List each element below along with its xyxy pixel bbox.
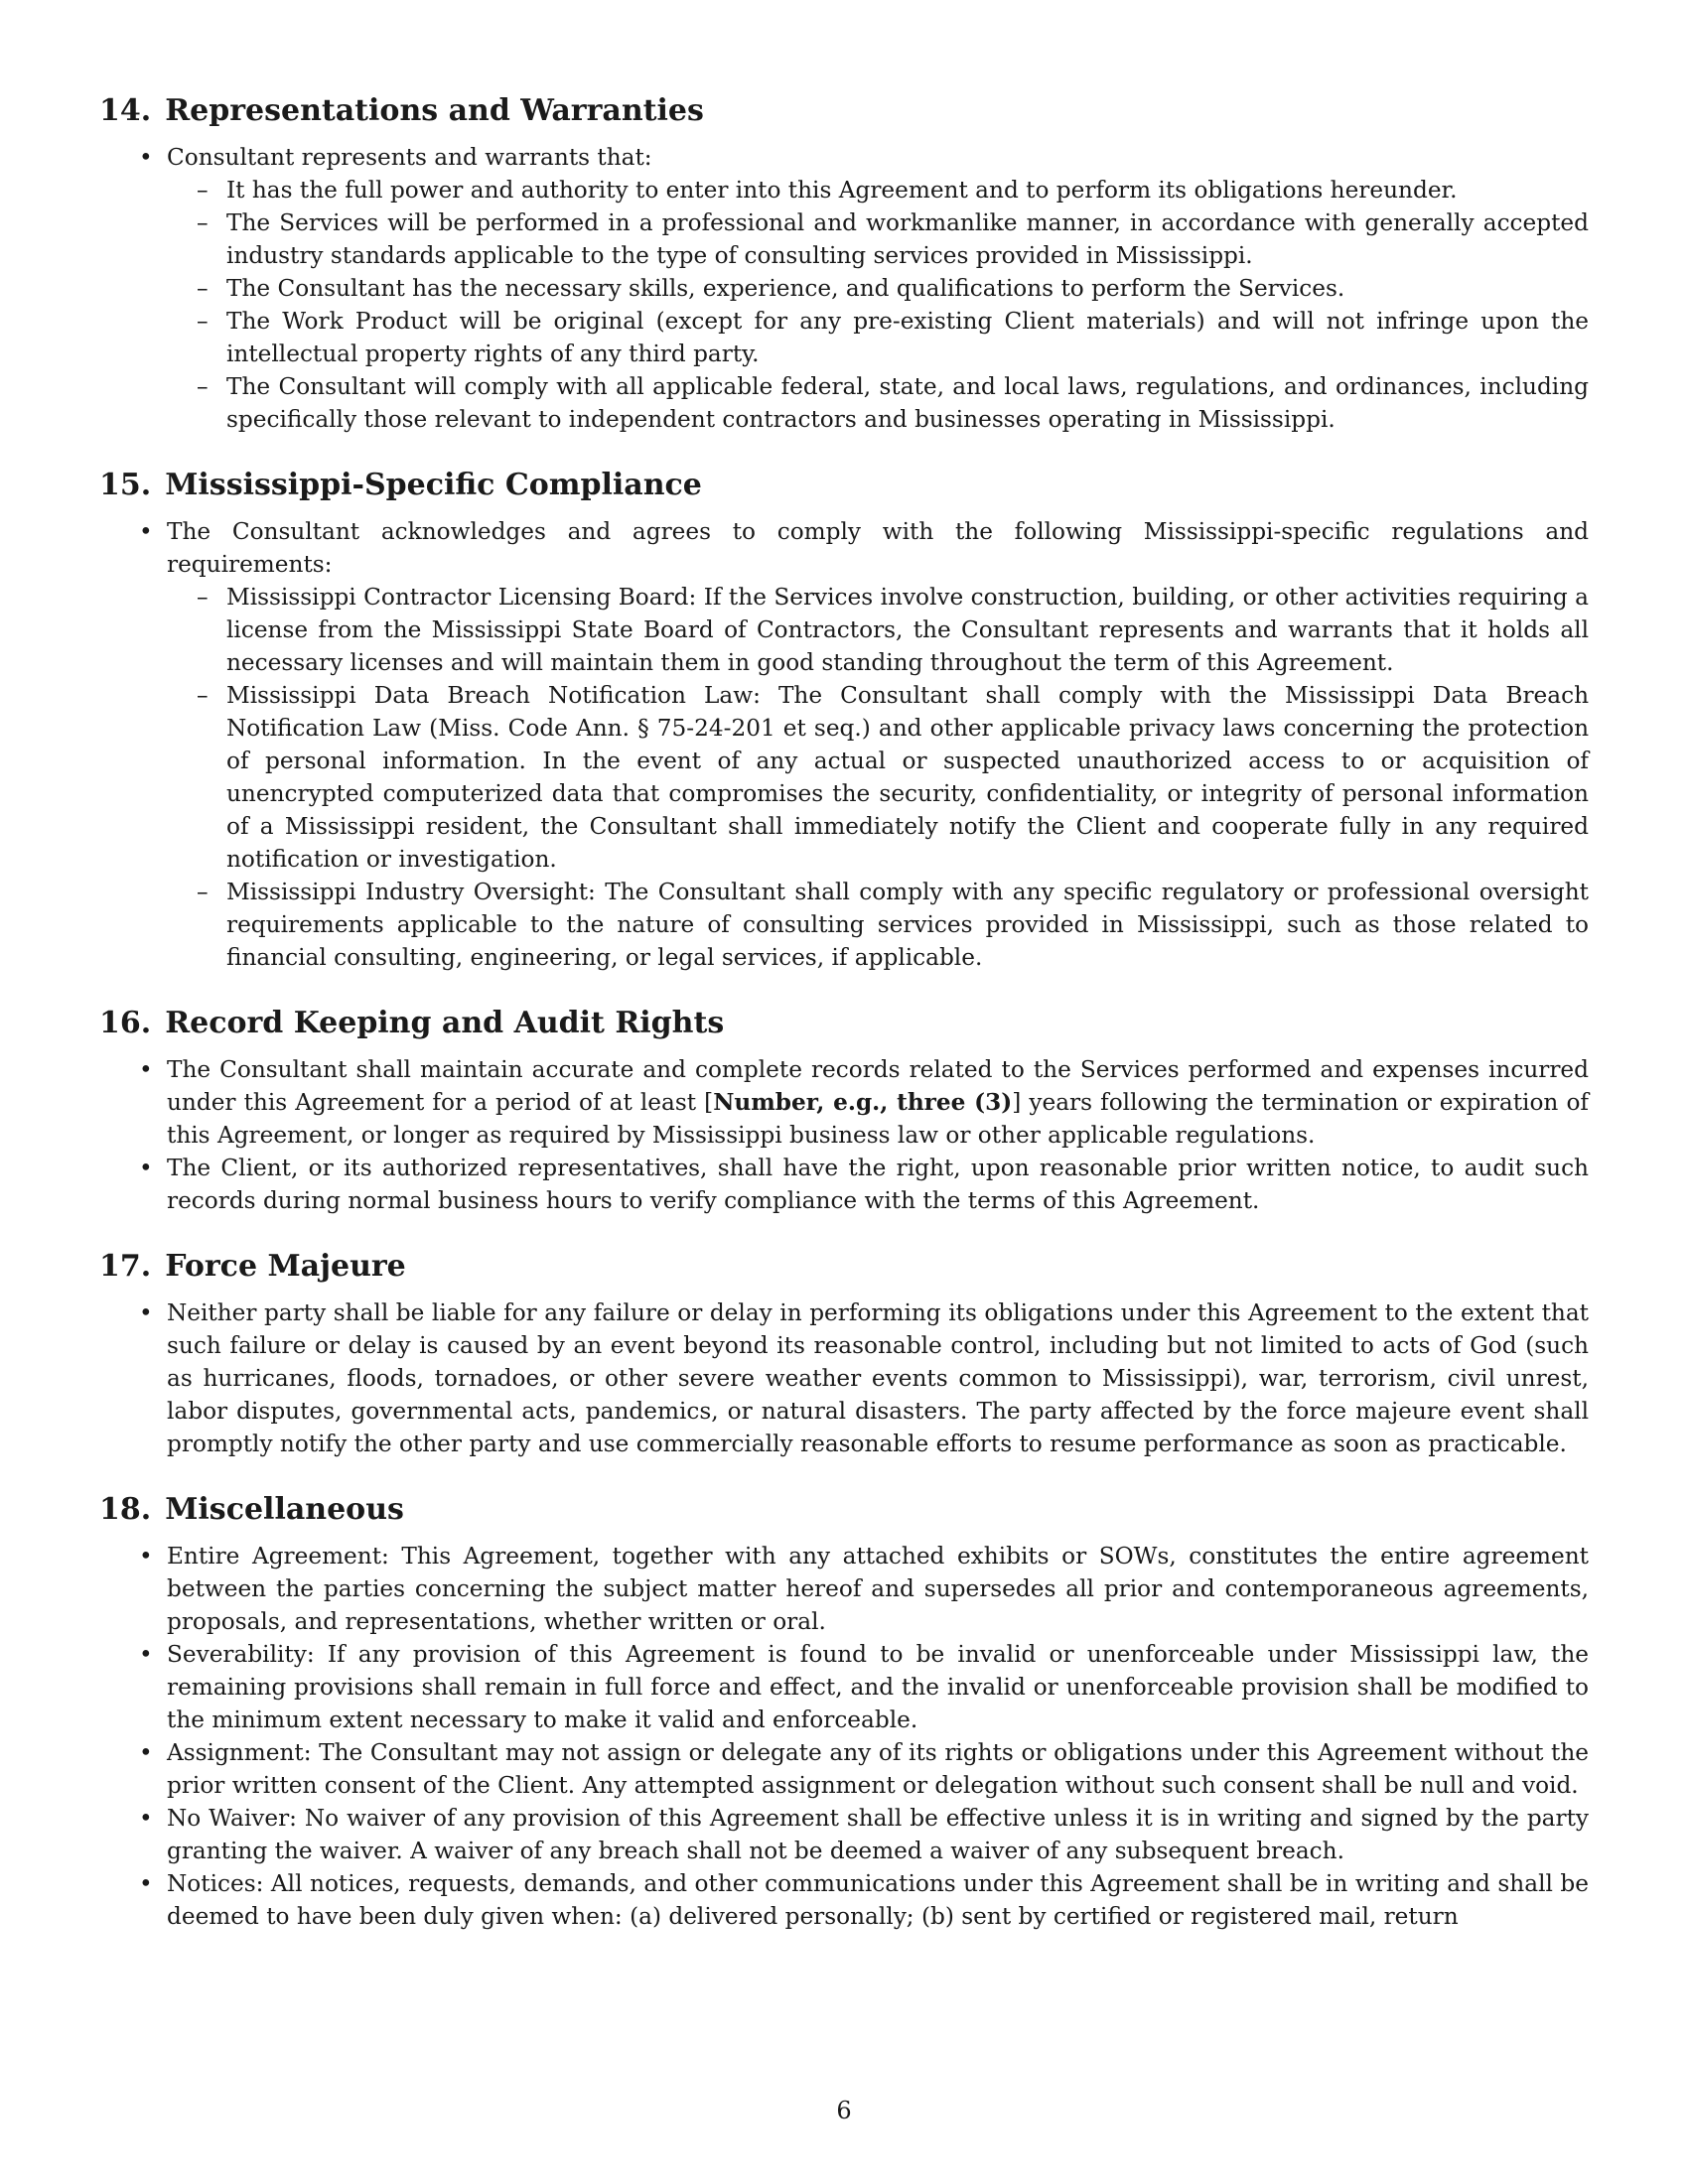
sub-list-item: – The Consultant has the necessary skills, experience, and qualifications to perform the Services. bbox=[226, 272, 1589, 305]
section-title: Representations and Warranties bbox=[165, 93, 704, 128]
section-title: Force Majeure bbox=[165, 1249, 406, 1284]
section-title: Mississippi-Specific Compliance bbox=[165, 468, 702, 502]
placeholder-bold: Number, e.g., three (3) bbox=[713, 1089, 1013, 1116]
page-number: 6 bbox=[836, 2097, 852, 2124]
list-item-text-after: ] years following the termination or expiration of this Agreement, or longer as required by Mississippi business law or other applicable regulations. bbox=[167, 1089, 1589, 1149]
section-number: 16. bbox=[99, 1006, 152, 1040]
list-item bbox=[167, 1053, 1589, 1152]
section-heading bbox=[99, 466, 1589, 505]
section-number: 18. bbox=[99, 1492, 152, 1527]
bullet-list bbox=[99, 515, 1589, 974]
list-item-text: Consultant represents and warrants that: bbox=[167, 144, 652, 171]
section-record-keeping bbox=[99, 1004, 1589, 1217]
list-item bbox=[167, 515, 1589, 974]
bullet-list bbox=[99, 1540, 1589, 1933]
section-miscellaneous bbox=[99, 1490, 1589, 1933]
section-title: Record Keeping and Audit Rights bbox=[165, 1006, 725, 1040]
list-item: • Notices: All notices, requests, demands, and other communications under this Agreement shall be in writing and shall be deemed to have been duly given when: (a) delivered personally; (b) sent by certified or registered mail, return bbox=[167, 1867, 1589, 1933]
section-mississippi-compliance bbox=[99, 466, 1589, 974]
sub-list-item: – The Consultant will comply with all applicable federal, state, and local laws, regulations, and ordinances, including specifically those relevant to independent contractors and businesses operating in Mississippi. bbox=[226, 370, 1589, 436]
list-item: • The Client, or its authorized representatives, shall have the right, upon reasonable prior written notice, to audit such records during normal business hours to verify compliance with the terms of this Agreement. bbox=[167, 1152, 1589, 1217]
bullet-list bbox=[99, 141, 1589, 436]
sub-list bbox=[167, 581, 1589, 974]
section-heading bbox=[99, 1247, 1589, 1287]
section-force-majeure bbox=[99, 1247, 1589, 1460]
section-number: 17. bbox=[99, 1249, 152, 1284]
bullet-list bbox=[99, 1053, 1589, 1217]
sub-list bbox=[167, 174, 1589, 436]
sub-list-item: – Mississippi Industry Oversight: The Consultant shall comply with any specific regulatory or professional oversight requirements applicable to the nature of consulting services provided in Mississippi, such as those related to financial consulting, engineering, or legal services, if applicable. bbox=[226, 876, 1589, 974]
document-page bbox=[99, 91, 1589, 1963]
sub-list-item: – The Services will be performed in a professional and workmanlike manner, in accordance with generally accepted industry standards applicable to the type of consulting services provided in Mississippi. bbox=[226, 206, 1589, 272]
sub-list-item: – The Work Product will be original (except for any pre-existing Client materials) and will not infringe upon the intellectual property rights of any third party. bbox=[226, 305, 1589, 370]
list-item: • Entire Agreement: This Agreement, together with any attached exhibits or SOWs, constitutes the entire agreement between the parties concerning the subject matter hereof and supersedes all prior and contemporaneous agreements, proposals, and representations, whether written or oral. bbox=[167, 1540, 1589, 1638]
list-item: • Severability: If any provision of this Agreement is found to be invalid or unenforceable under Mississippi law, the remaining provisions shall remain in full force and effect, and the invalid or unenforceable provision shall be modified to the minimum extent necessary to make it valid and enforceable. bbox=[167, 1638, 1589, 1736]
section-number: 15. bbox=[99, 468, 152, 502]
sub-list-item: – Mississippi Contractor Licensing Board: If the Services involve construction, building, or other activities requiring a license from the Mississippi State Board of Contractors, the Consultant represents and warrants that it holds all necessary licenses and will maintain them in good standing throughout the term of this Agreement. bbox=[226, 581, 1589, 679]
section-title: Miscellaneous bbox=[165, 1492, 404, 1527]
section-heading bbox=[99, 1490, 1589, 1530]
section-representations-warranties bbox=[99, 91, 1589, 436]
list-item bbox=[167, 141, 1589, 436]
list-item: • Assignment: The Consultant may not assign or delegate any of its rights or obligations under this Agreement without the prior written consent of the Client. Any attempted assignment or delegation without such consent shall be null and void. bbox=[167, 1736, 1589, 1802]
list-item: • No Waiver: No waiver of any provision of this Agreement shall be effective unless it is in writing and signed by the party granting the waiver. A waiver of any breach shall not be deemed a waiver of any subsequent breach. bbox=[167, 1802, 1589, 1867]
section-heading bbox=[99, 1004, 1589, 1043]
sub-list-item: – Mississippi Data Breach Notification Law: The Consultant shall comply with the Mississippi Data Breach Notification Law (Miss. Code Ann. § 75-24-201 et seq.) and other applicable privacy laws concerning the protection of personal information. In the event of any actual or suspected unauthorized access to or acquisition of unencrypted computerized data that compromises the security, confidentiality, or integrity of personal information of a Mississippi resident, the Consultant shall immediately notify the Client and cooperate fully in any required notification or investigation. bbox=[226, 679, 1589, 876]
list-item-text-before: The Consultant shall maintain accurate and complete records related to the Services performed and expenses incurred under this Agreement for a period of at least [ bbox=[167, 1056, 1589, 1116]
list-item: • Neither party shall be liable for any failure or delay in performing its obligations under this Agreement to the extent that such failure or delay is caused by an event beyond its reasonable control, including but not limited to acts of God (such as hurricanes, floods, tornadoes, or other severe weather events common to Mississippi), war, terrorism, civil unrest, labor disputes, governmental acts, pandemics, or natural disasters. The party affected by the force majeure event shall promptly notify the other party and use commercially reasonable efforts to resume performance as soon as practicable. bbox=[167, 1297, 1589, 1460]
sub-list-item: – It has the full power and authority to enter into this Agreement and to perform its obligations hereunder. bbox=[226, 174, 1589, 206]
section-heading bbox=[99, 91, 1589, 131]
list-item-text: The Consultant acknowledges and agrees to comply with the following Mississippi-specific regulations and requirements: bbox=[167, 518, 1589, 578]
bullet-list bbox=[99, 1297, 1589, 1460]
section-number: 14. bbox=[99, 93, 152, 128]
